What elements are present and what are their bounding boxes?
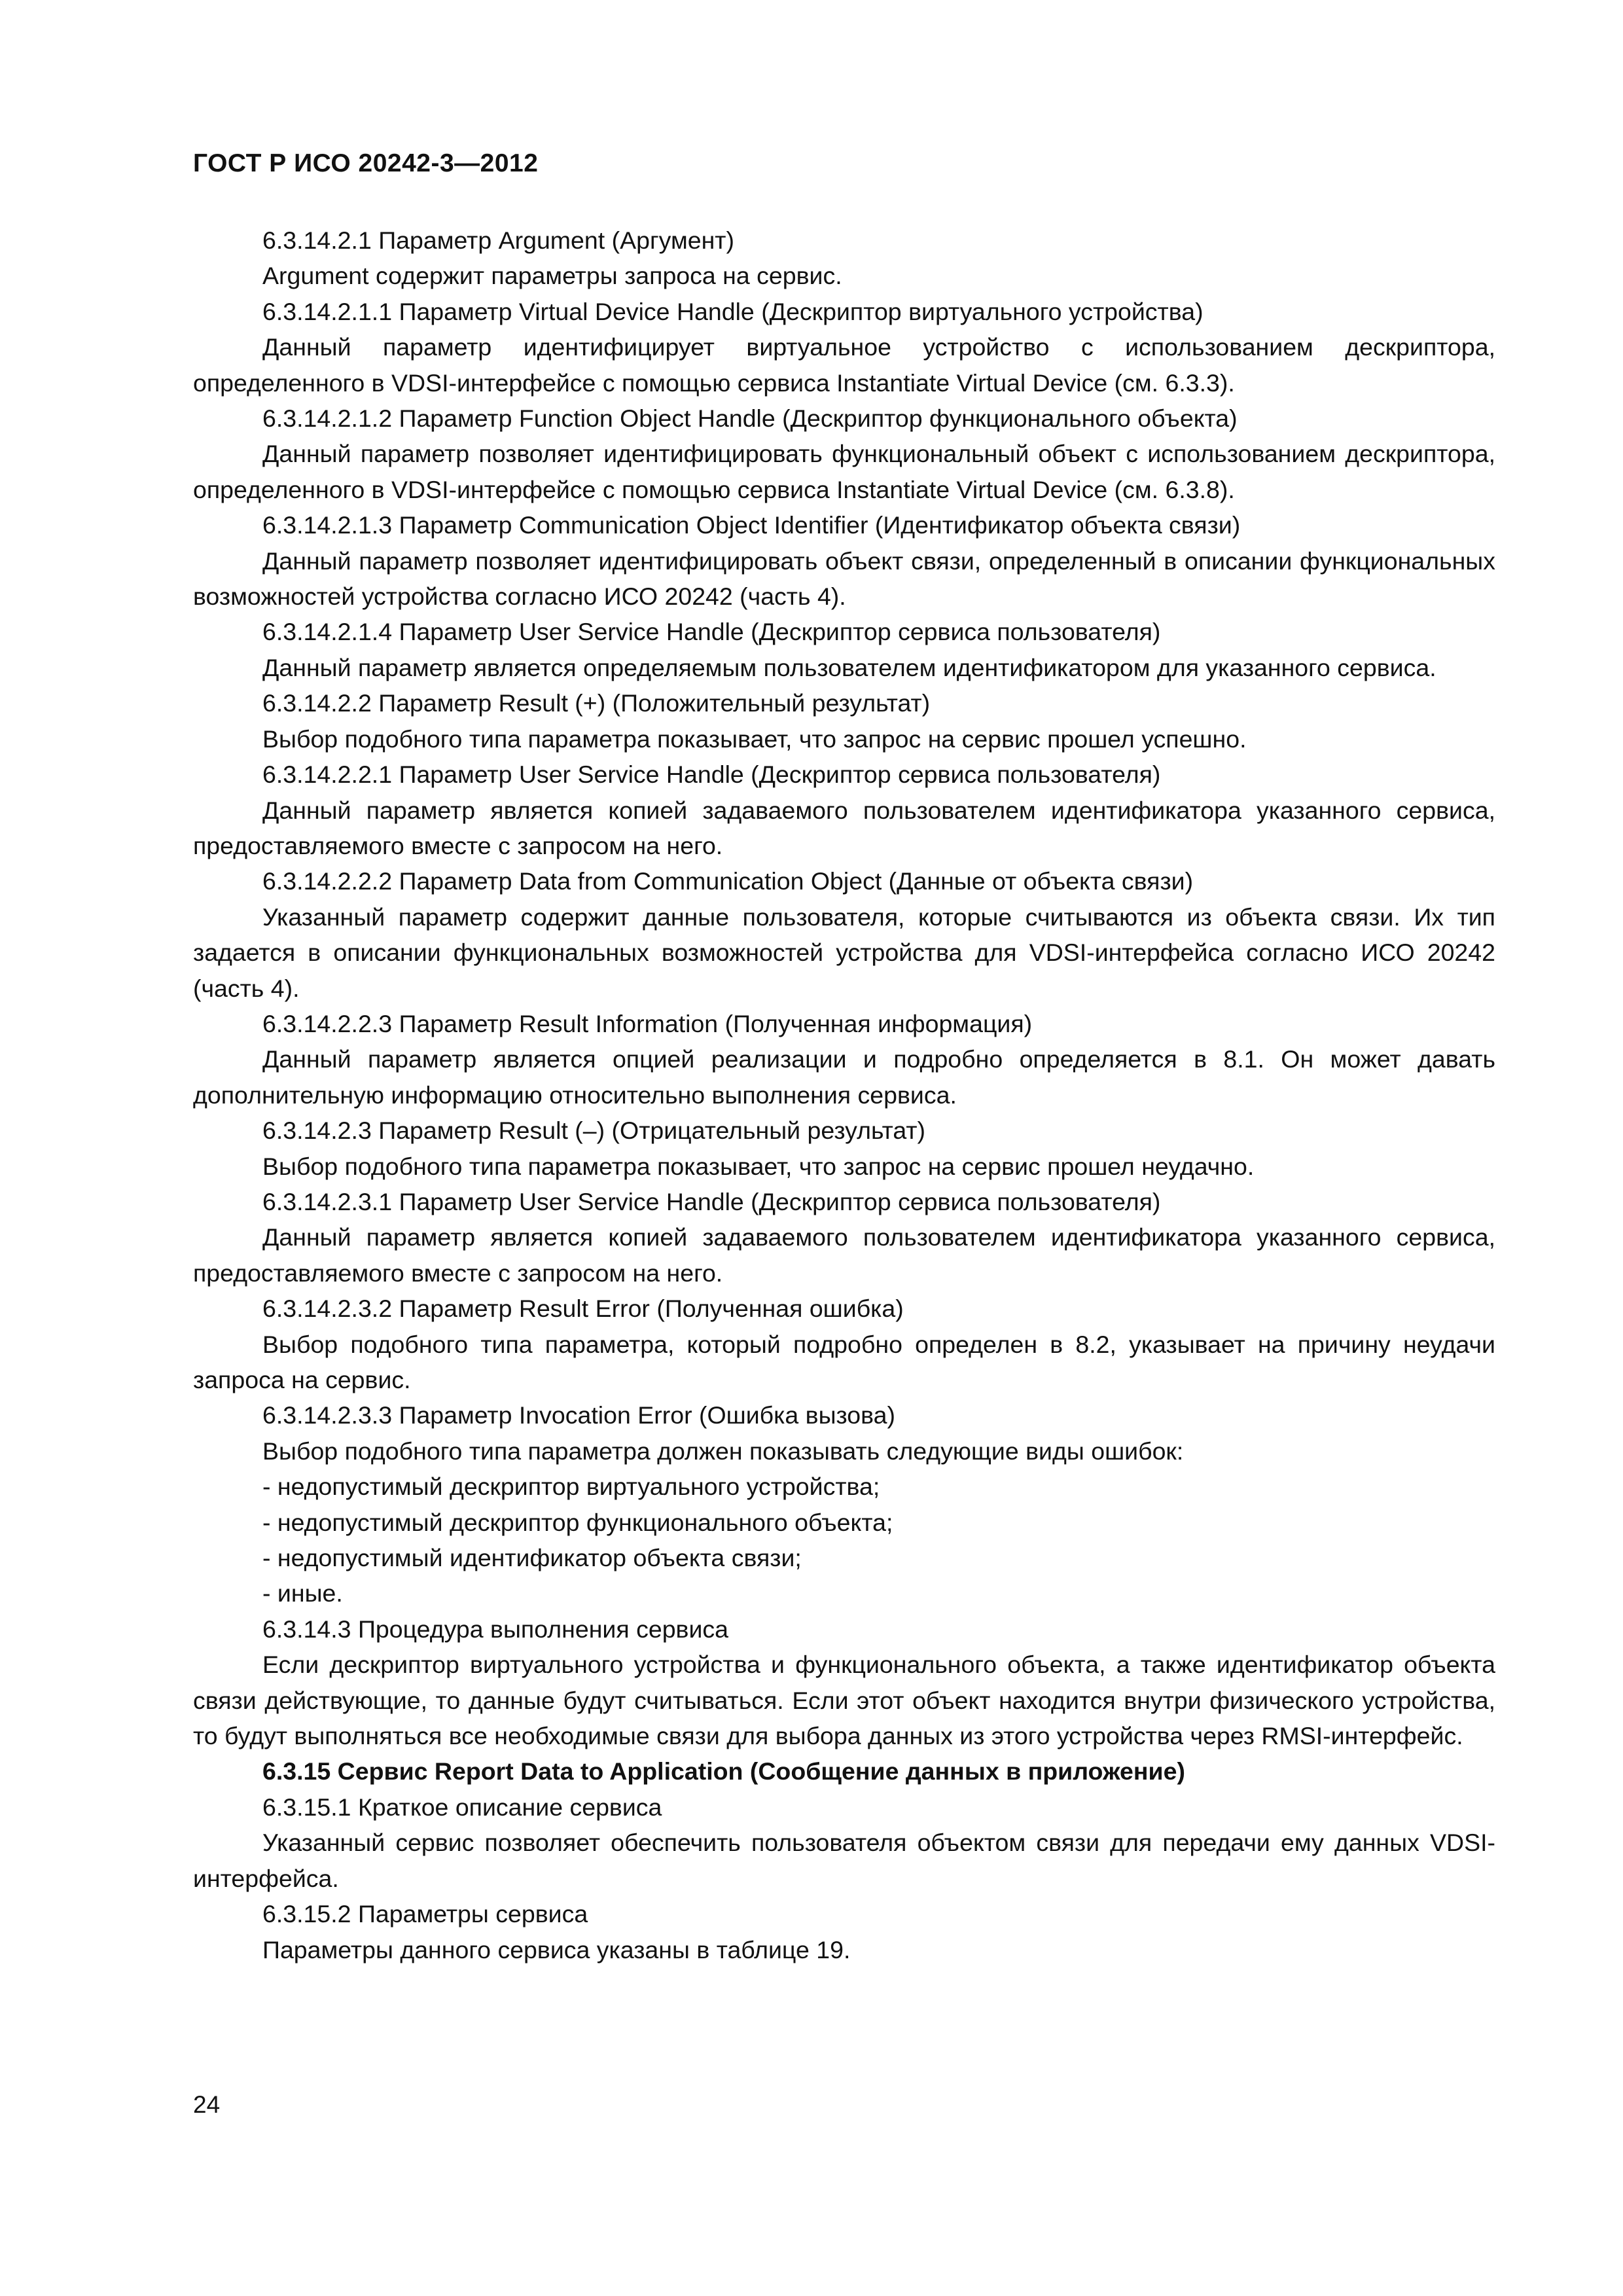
paragraph: 6.3.15.2 Параметры сервиса: [262, 1900, 588, 1928]
paragraph: 6.3.14.2.2.1 Параметр User Service Handle (Дескриптор сервиса пользователя): [262, 761, 1161, 789]
page-number: 24: [193, 2091, 221, 2118]
paragraph: 6.3.14.2.1.1 Параметр Virtual Device Handle (Дескриптор виртуального устройства): [262, 297, 1204, 325]
paragraph: Выбор подобного типа параметра показывает, что запрос на сервис прошел успешно.: [262, 725, 1247, 753]
paragraph: Данный параметр является копией задаваемого пользователем идентификатора указанного сервиса, предоставляемого вместе с запросом на него.: [193, 1223, 1495, 1287]
document-body: [193, 223, 1495, 1967]
paragraph: Если дескриптор виртуального устройства и функционального объекта, а также идентификатор объекта связи действующие, то данные будут считываться. Если этот объект находится внутри физического устройства, то будут выполняться все необходимые связи для выбора данных из этого устройства через RMSI-интерфейс.: [193, 1651, 1495, 1750]
paragraph: Данный параметр идентифицирует виртуальное устройство с использованием дескриптора, определенного в VDSI-интерфейсе с помощью сервиса Instantiate Virtual Device (см. 6.3.3).: [193, 333, 1495, 397]
paragraph: - иные.: [262, 1579, 343, 1607]
paragraph: 6.3.14.2.2 Параметр Result (+) (Положительный результат): [262, 689, 931, 717]
paragraph: Данный параметр является копией задаваемого пользователем идентификатора указанного сервиса, предоставляемого вместе с запросом на него.: [193, 796, 1495, 859]
paragraph: 6.3.14.2.3.2 Параметр Result Error (Полученная ошибка): [262, 1295, 904, 1323]
paragraph: Argument содержит параметры запроса на сервис.: [262, 262, 842, 290]
paragraph: - недопустимый идентификатор объекта связи;: [262, 1544, 802, 1572]
paragraph: Данный параметр позволяет идентифицировать функциональный объект с использованием дескриптора, определенного в VDSI-интерфейсе с помощью сервиса Instantiate Virtual Device (см. 6.3.8).: [193, 440, 1495, 503]
paragraph: Выбор подобного типа параметра показывает, что запрос на сервис прошел неудачно.: [262, 1152, 1255, 1180]
paragraph: - недопустимый дескриптор виртуального устройства;: [262, 1473, 880, 1501]
document-header: ГОСТ Р ИСО 20242-3—2012: [193, 149, 539, 177]
paragraph: Данный параметр является опцией реализации и подробно определяется в 8.1. Он может давать дополнительную информацию относительно выполнения сервиса.: [193, 1045, 1495, 1109]
paragraph: 6.3.14.2.3.1 Параметр User Service Handle (Дескриптор сервиса пользователя): [262, 1187, 1161, 1215]
paragraph: 6.3.14.3 Процедура выполнения сервиса: [262, 1615, 729, 1643]
paragraph: Параметры данного сервиса указаны в таблице 19.: [262, 1935, 851, 1964]
paragraph: Данный параметр является определяемым пользователем идентификатором для указанного сервиса.: [262, 653, 1436, 681]
paragraph: 6.3.14.2.2.3 Параметр Result Information (Полученная информация): [262, 1009, 1033, 1037]
paragraph: 6.3.14.2.1 Параметр Argument (Аргумент): [262, 226, 734, 254]
paragraph: Выбор подобного типа параметра, который подробно определен в 8.2, указывает на причину неудачи запроса на сервис.: [193, 1330, 1495, 1393]
paragraph: 6.3.15.1 Краткое описание сервиса: [262, 1793, 662, 1821]
paragraph: 6.3.14.2.3 Параметр Result (–) (Отрицательный результат): [262, 1117, 926, 1145]
paragraph: Выбор подобного типа параметра должен показывать следующие виды ошибок:: [262, 1437, 1184, 1465]
paragraph: 6.3.14.2.1.2 Параметр Function Object Handle (Дескриптор функционального объекта): [262, 404, 1238, 433]
paragraph: Данный параметр позволяет идентифицировать объект связи, определенный в описании функциональных возможностей устройства согласно ИСО 20242 (часть 4).: [193, 547, 1495, 611]
paragraph: 6.3.14.2.1.3 Параметр Communication Object Identifier (Идентификатор объекта связи): [262, 511, 1241, 539]
paragraph: 6.3.14.2.3.3 Параметр Invocation Error (Ошибка вызова): [262, 1401, 895, 1429]
paragraph: Указанный сервис позволяет обеспечить пользователя объектом связи для передачи ему данных VDSI-интерфейса.: [193, 1829, 1495, 1892]
paragraph: - недопустимый дескриптор функционального объекта;: [262, 1508, 893, 1536]
section-heading: 6.3.15 Сервис Report Data to Application (Сообщение данных в приложение): [262, 1757, 1185, 1785]
paragraph: Указанный параметр содержит данные пользователя, которые считываются из объекта связи. Их тип задается в описании функциональных возможностей устройства для VDSI-интерфейса согласно ИСО 20242 (часть 4).: [193, 903, 1495, 1002]
paragraph: 6.3.14.2.2.2 Параметр Data from Communication Object (Данные от объекта связи): [262, 867, 1194, 895]
paragraph: 6.3.14.2.1.4 Параметр User Service Handle (Дескриптор сервиса пользователя): [262, 618, 1161, 646]
